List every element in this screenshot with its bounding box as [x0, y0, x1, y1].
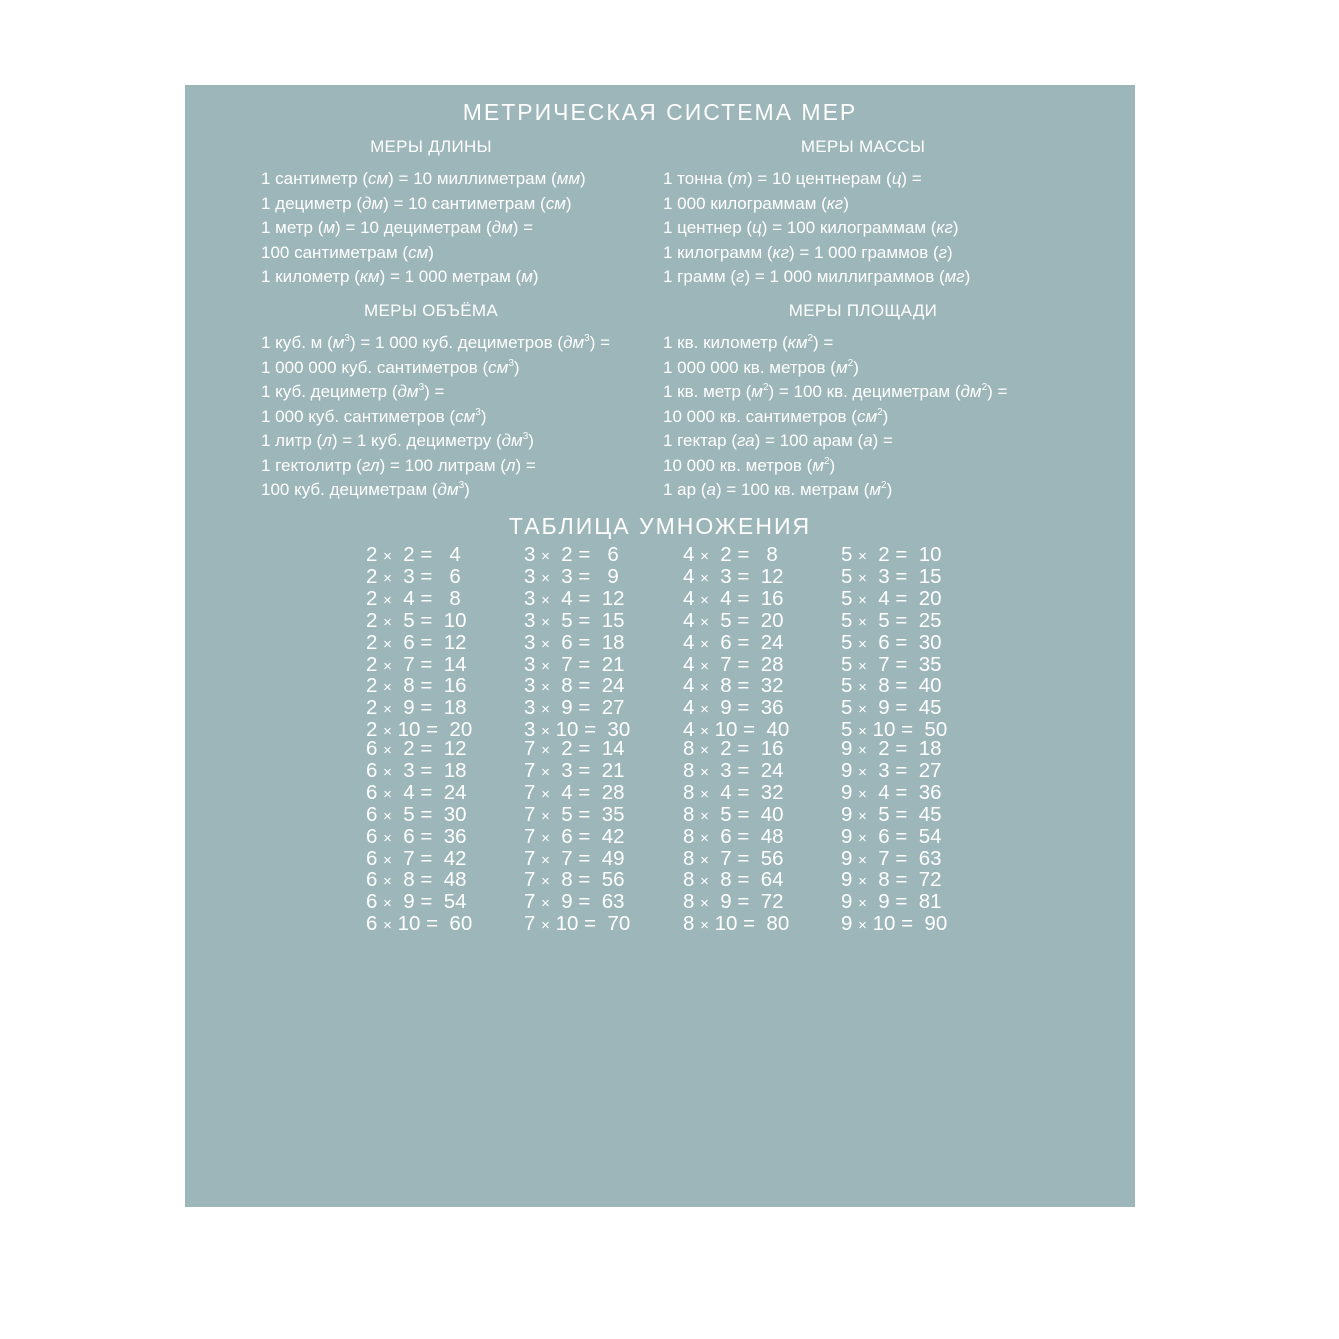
multiplication-row: 5 × 10 = 50	[841, 718, 948, 742]
multiplication-row: 9 × 7 = 63	[841, 846, 942, 870]
multiplication-block-2	[366, 545, 472, 742]
conversion-line: 1 килограмм (кг) = 1 000 граммов (г)	[663, 242, 953, 262]
conversion-line: 100 сантиметрам (см)	[261, 242, 434, 262]
conversion-line: 100 куб. дециметрам $(дм^3)$	[261, 480, 470, 499]
multiplication-block-5	[841, 545, 947, 742]
multiplication-row: 7 × 9 = 63	[524, 890, 625, 914]
multiplication-row: 7 × 10 = 70	[524, 912, 631, 936]
conversion-line: 1 000 куб. сантиметров $(см^3)$	[261, 406, 487, 426]
conversion-line: 1 тонна (т) = 10 центнерам (ц) =	[663, 169, 922, 188]
multiplication-row: 5 × 7 = 35	[841, 652, 942, 676]
multiplication-row: 4 × 3 = 12	[683, 564, 784, 588]
conversion-line: 1 гектар (га) = 100 арам (а) =	[663, 431, 893, 450]
conversion-line: 1 куб. дециметр $(дм^3)$ =	[261, 382, 445, 401]
multiplication-row: 9 × 6 = 54	[841, 824, 942, 848]
section-heading-volume: МЕРЫ ОБЪЁМА	[363, 301, 499, 320]
section-volume	[261, 301, 681, 503]
section-lines-area	[663, 331, 1083, 503]
multiplication-row: 4 × 10 = 40	[683, 718, 790, 742]
multiplication-row: 3 × 8 = 24	[524, 674, 625, 698]
multiplication-row: 9 × 3 = 27	[841, 758, 942, 782]
conversion-line: 1 гектолитр (гл) = 100 литрам (л) =	[261, 455, 536, 475]
multiplication-row: 3 × 9 = 27	[524, 696, 625, 720]
multiplication-row: 9 × 2 = 18	[841, 737, 942, 760]
multiplication-row: 2 × 6 = 12	[366, 630, 467, 654]
multiplication-row: 6 × 6 = 36	[366, 824, 467, 848]
multiplication-block-3	[524, 545, 630, 742]
multiplication-row: 8 × 2 = 16	[683, 737, 784, 760]
section-lines-length	[261, 167, 681, 290]
multiplication-row: 2 × 10 = 20	[366, 718, 473, 742]
multiplication-row: 2 × 3 = 6	[366, 564, 461, 588]
multiplication-row: 8 × 4 = 32	[683, 780, 784, 804]
section-length	[261, 137, 681, 290]
multiplication-block-9	[841, 739, 947, 936]
multiplication-row: 8 × 10 = 80	[683, 912, 790, 936]
section-lines-mass	[663, 167, 1083, 290]
multiplication-row: 6 × 2 = 12	[366, 737, 467, 760]
multiplication-block-7	[524, 739, 630, 936]
conversion-line: 1 кв. метр $(м^2) = 100$ кв. дециметрам $(дм^2)$ =	[663, 382, 1008, 401]
conversion-line: 1 дециметр (дм) = 10 сантиметрам (см)	[261, 193, 572, 213]
multiplication-row: 3 × 3 = 9	[524, 564, 619, 588]
conversion-line: 1 кв. километр $(км^2)$ =	[663, 333, 834, 352]
multiplication-row: 9 × 5 = 45	[841, 802, 942, 826]
multiplication-row: 8 × 6 = 48	[683, 824, 784, 848]
multiplication-row: 5 × 4 = 20	[841, 586, 942, 610]
title-metric-system: МЕТРИЧЕСКАЯ СИСТЕМА МЕР	[462, 99, 858, 125]
multiplication-row: 5 × 8 = 40	[841, 674, 942, 698]
conversion-line: 1 грамм (г) = 1 000 миллиграммов (мг)	[663, 267, 971, 286]
multiplication-row: 6 × 9 = 54	[366, 890, 467, 914]
section-heading-mass: МЕРЫ МАССЫ	[800, 137, 926, 156]
conversion-line: 1 сантиметр (см) = 10 миллиметрам (мм)	[261, 169, 586, 188]
multiplication-row: 7 × 6 = 42	[524, 824, 625, 848]
multiplication-row: 4 × 9 = 36	[683, 696, 784, 720]
conversion-line: 1 метр (м) = 10 дециметрам (дм) =	[261, 218, 534, 237]
conversion-line: 1 000 килограммам (кг)	[663, 193, 849, 213]
multiplication-row: 8 × 5 = 40	[683, 802, 784, 826]
multiplication-row: 9 × 8 = 72	[841, 868, 942, 892]
conversion-line: 10 000 кв. метров $(м^2)$	[663, 455, 836, 475]
section-mass	[663, 137, 1083, 290]
multiplication-row: 4 × 7 = 28	[683, 652, 784, 676]
multiplication-row: 5 × 6 = 30	[841, 630, 942, 654]
multiplication-row: 2 × 2 = 4	[366, 543, 461, 566]
info-panel	[185, 85, 1135, 1207]
multiplication-row: 4 × 2 = 8	[683, 543, 778, 566]
multiplication-row: 8 × 7 = 56	[683, 846, 784, 870]
multiplication-row: 5 × 9 = 45	[841, 696, 942, 720]
multiplication-row: 6 × 8 = 48	[366, 868, 467, 892]
conversion-line: 1 литр (л) = 1 куб. дециметру $(дм^3)$	[261, 431, 534, 450]
multiplication-row: 4 × 6 = 24	[683, 630, 784, 654]
conversion-line: 1 куб. м $(м^3) = 1$ 000 куб. дециметров $(дм^3)$ =	[261, 333, 611, 352]
multiplication-row: 2 × 4 = 8	[366, 586, 461, 610]
conversion-line: 1 000 000 куб. сантиметров $(см^3)$	[261, 357, 520, 377]
multiplication-block-4	[683, 545, 789, 742]
multiplication-row: 2 × 8 = 16	[366, 674, 467, 698]
multiplication-row: 2 × 9 = 18	[366, 696, 467, 720]
conversion-line: 10 000 кв. сантиметров $(см^2)$	[663, 406, 889, 426]
section-heading-area: МЕРЫ ПЛОЩАДИ	[788, 301, 938, 320]
conversion-line: 1 километр (км) = 1 000 метрам (м)	[261, 267, 539, 286]
multiplication-row: 5 × 2 = 10	[841, 543, 942, 566]
multiplication-row: 7 × 5 = 35	[524, 802, 625, 826]
multiplication-row: 5 × 3 = 15	[841, 564, 942, 588]
multiplication-row: 3 × 5 = 15	[524, 608, 625, 632]
multiplication-row: 9 × 10 = 90	[841, 912, 948, 936]
multiplication-row: 2 × 7 = 14	[366, 652, 467, 676]
multiplication-row: 8 × 9 = 72	[683, 890, 784, 914]
multiplication-row: 7 × 8 = 56	[524, 868, 625, 892]
multiplication-row: 6 × 7 = 42	[366, 846, 467, 870]
multiplication-row: 5 × 5 = 25	[841, 608, 942, 632]
title-multiplication-table: ТАБЛИЦА УМНОЖЕНИЯ	[508, 513, 812, 539]
multiplication-row: 4 × 5 = 20	[683, 608, 784, 632]
section-lines-volume	[261, 331, 681, 503]
multiplication-row: 4 × 8 = 32	[683, 674, 784, 698]
multiplication-row: 6 × 4 = 24	[366, 780, 467, 804]
multiplication-row: 7 × 2 = 14	[524, 737, 625, 760]
multiplication-row: 3 × 10 = 30	[524, 718, 631, 742]
conversion-line: 1 000 000 кв. метров $(м^2)$	[663, 357, 859, 377]
conversion-line: 1 ар (а) = 100 кв. метрам $(м^2)$	[663, 480, 893, 499]
multiplication-block-8	[683, 739, 789, 936]
multiplication-row: 3 × 6 = 18	[524, 630, 625, 654]
conversion-line: 1 центнер (ц) = 100 килограммам (кг)	[663, 218, 959, 237]
multiplication-row: 3 × 2 = 6	[524, 543, 619, 566]
multiplication-row: 6 × 3 = 18	[366, 758, 467, 782]
multiplication-row: 6 × 5 = 30	[366, 802, 467, 826]
section-heading-length: МЕРЫ ДЛИНЫ	[370, 137, 492, 156]
multiplication-row: 6 × 10 = 60	[366, 912, 473, 936]
multiplication-block-6	[366, 739, 472, 936]
section-area	[663, 301, 1083, 503]
multiplication-row: 4 × 4 = 16	[683, 586, 784, 610]
multiplication-row: 2 × 5 = 10	[366, 608, 467, 632]
multiplication-row: 3 × 4 = 12	[524, 586, 625, 610]
multiplication-row: 9 × 4 = 36	[841, 780, 942, 804]
multiplication-row: 3 × 7 = 21	[524, 652, 625, 676]
multiplication-row: 8 × 8 = 64	[683, 868, 784, 892]
multiplication-row: 9 × 9 = 81	[841, 890, 942, 914]
multiplication-row: 7 × 7 = 49	[524, 846, 625, 870]
multiplication-row: 7 × 4 = 28	[524, 780, 625, 804]
multiplication-row: 7 × 3 = 21	[524, 758, 625, 782]
multiplication-row: 8 × 3 = 24	[683, 758, 784, 782]
